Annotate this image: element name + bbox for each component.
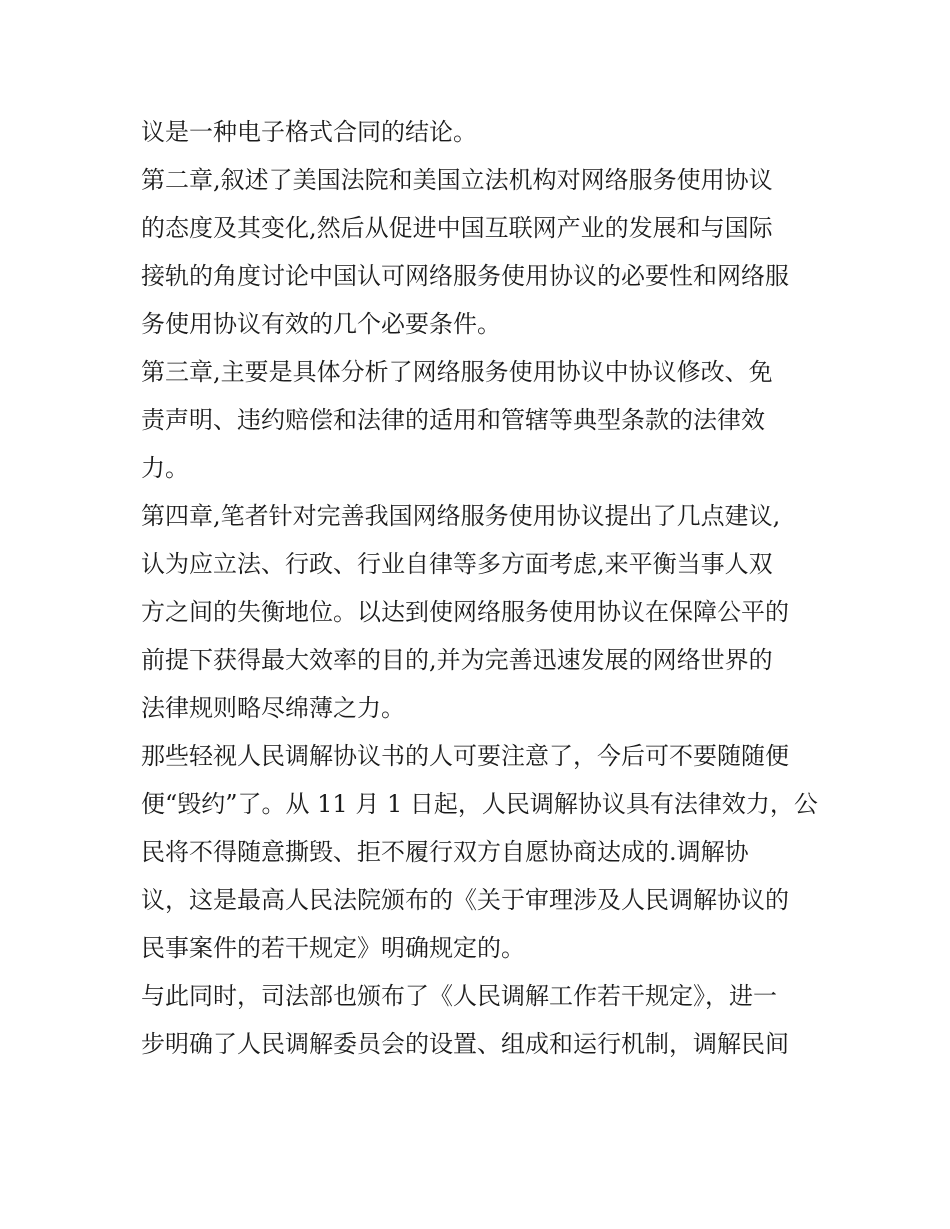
text-line-13: 法律规则略尽绵薄之力。 [141, 694, 405, 722]
text-line-9: 第四章,笔者针对完善我国网络服务使用协议提出了几点建议, [141, 502, 781, 530]
body-text [141, 108, 821, 1068]
text-line-6: 第三章,主要是具体分析了网络服务使用协议中协议修改、免 [141, 358, 773, 386]
text-line-16: 民将不得随意撕毁、拒不履行双方自愿协商达成的.调解协 [141, 838, 749, 866]
text-line-3: 的态度及其变化,然后从促进中国互联网产业的发展和与国际 [141, 214, 773, 242]
text-line-5: 务使用协议有效的几个必要条件。 [141, 310, 501, 338]
text-line-8: 力。 [141, 454, 189, 482]
text-line-12: 前提下获得最大效率的目的,并为完善迅速发展的网络世界的 [141, 646, 773, 674]
text-line-1: 议是一种电子格式合同的结论。 [141, 118, 477, 146]
text-line-14: 那些轻视人民调解协议书的人可要注意了，今后可不要随随便 [141, 742, 789, 770]
text-line-19: 与此同时，司法部也颁布了《人民调解工作若干规定》，进一 [141, 982, 777, 1010]
text-line-20: 步明确了人民调解委员会的设置、组成和运行机制，调解民间 [141, 1030, 789, 1058]
text-line-18: 民事案件的若干规定》明确规定的。 [141, 934, 525, 962]
text-line-15: 便“毁约”了。从 11 月 1 日起，人民调解协议具有法律效力，公 [141, 790, 818, 818]
text-line-17: 议，这是最高人民法院颁布的《关于审理涉及人民调解协议的 [141, 886, 789, 914]
text-line-7: 责声明、违约赔偿和法律的适用和管辖等典型条款的法律效 [141, 406, 765, 434]
text-line-11: 方之间的失衡地位。以达到使网络服务使用协议在保障公平的 [141, 598, 789, 626]
text-line-4: 接轨的角度讨论中国认可网络服务使用协议的必要性和网络服 [141, 262, 789, 290]
text-line-2: 第二章,叙述了美国法院和美国立法机构对网络服务使用协议 [141, 166, 773, 194]
text-line-10: 认为应立法、行政、行业自律等多方面考虑,来平衡当事人双 [141, 550, 773, 578]
